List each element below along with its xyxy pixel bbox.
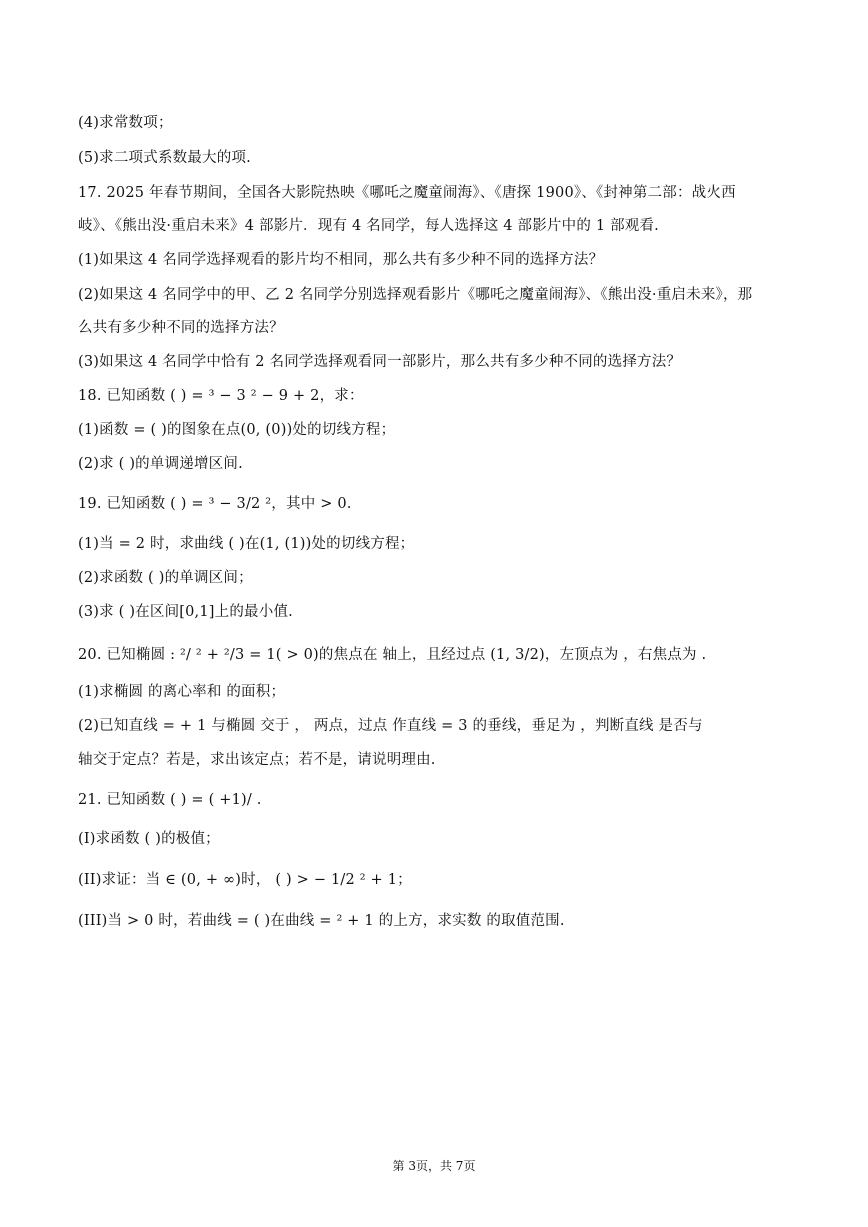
text-line: (2)求 ( )的单调递增区间.: [78, 456, 243, 472]
text-line: (1)求椭圆 的离心率和 的面积；: [78, 684, 286, 700]
question-20: 20. 已知椭圆 : ²/ ² + ²/3 = 1( > 0)的焦点在 轴上，且经过点 (1, 3/2)，左顶点为 ，右焦点为 .: [78, 647, 707, 663]
text-line: (I)求函数 ( )的极值；: [78, 831, 220, 847]
text-line: 轴交于定点？若是，求出该定点；若不是，请说明理由.: [78, 752, 436, 768]
text-line: (3)如果这 4 名同学中恰有 2 名同学选择观看同一部影片，那么共有多少种不同的选择方法？: [78, 354, 682, 370]
question-19: 19. 已知函数 ( ) = ³ − 3/2 ²，其中 > 0.: [78, 496, 352, 512]
question-18: 18. 已知函数 ( ) = ³ − 3 ² − 9 + 2，求：: [78, 388, 364, 404]
text-line: (1)函数 = ( )的图象在点(0, (0))处的切线方程；: [78, 422, 396, 438]
text-line: (4)求常数项；: [78, 115, 173, 131]
text-line: (II)求证：当 ∈ (0, + ∞)时， ( ) > − 1/2 ² + 1；: [78, 872, 412, 888]
text-line: (1)当 = 2 时，求曲线 ( )在(1, (1))处的切线方程；: [78, 536, 415, 552]
text-line: 岐》、《熊出没·重启未来》4 部影片．现有 4 名同学，每人选择这 4 部影片中的 1 部观看.: [78, 218, 659, 234]
question-17: 17. 2025 年春节期间，全国各大影院热映《哪吒之魔童闹海》、《唐探 1900》、《封神第二部：战火西: [78, 185, 736, 201]
text-line: (5)求二项式系数最大的项.: [78, 150, 251, 166]
text-line: (1)如果这 4 名同学选择观看的影片均不相同，那么共有多少种不同的选择方法？: [78, 252, 604, 268]
text-line: (2)已知直线 = + 1 与椭圆 交于 ， 两点，过点 作直线 = 3 的垂线，垂足为 ，判断直线 是否与: [78, 718, 703, 734]
text-line: (3)求 ( )在区间[0,1]上的最小值.: [78, 604, 293, 620]
page-footer: 第 3页，共 7页: [392, 1159, 476, 1173]
question-21: 21. 已知函数 ( ) = ( +1)/ .: [78, 792, 262, 808]
text-line: (III)当 > 0 时，若曲线 = ( )在曲线 = ² + 1 的上方，求实数 的取值范围.: [78, 913, 565, 929]
text-line: (2)如果这 4 名同学中的甲、乙 2 名同学分别选择观看影片《哪吒之魔童闹海》、《熊出没·重启未来》，那: [78, 287, 753, 303]
text-line: 么共有多少种不同的选择方法？: [78, 320, 284, 336]
text-line: (2)求函数 ( )的单调区间；: [78, 570, 253, 586]
